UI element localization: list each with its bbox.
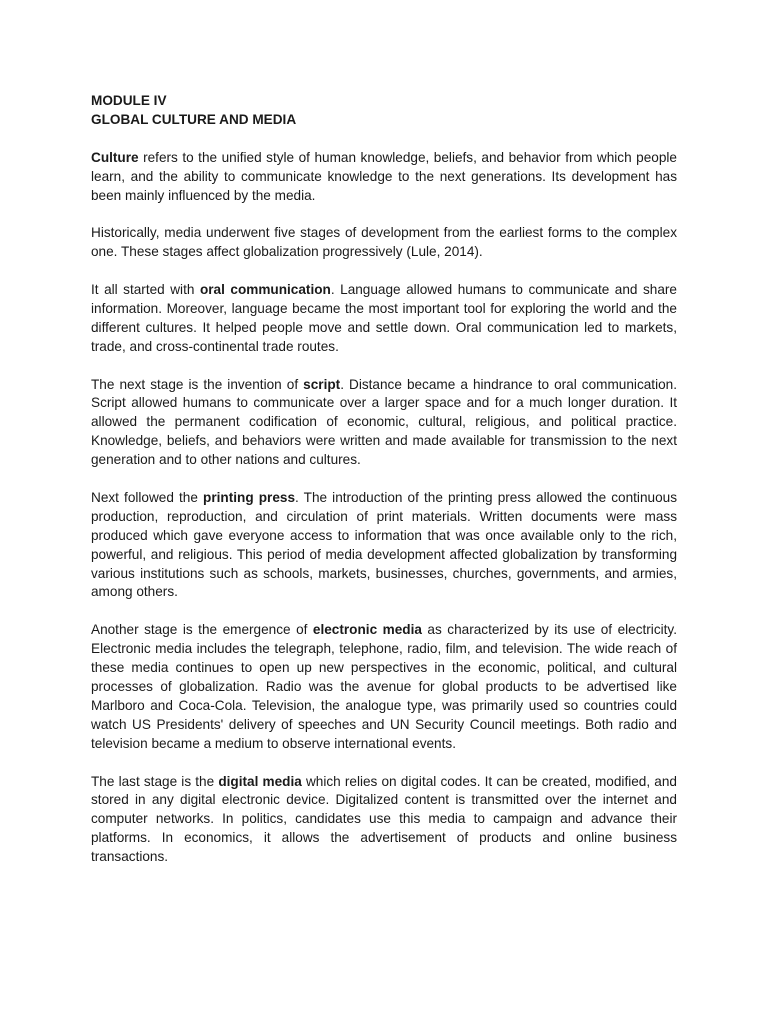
paragraph-text: . Distance became a hindrance to oral communication. Script allowed humans to communicate over a larger space and for a much longer duration. It allowed the permanent codification of economic, cultural, religious, and political practice. Knowledge, beliefs, and behaviors were written and made available for transmission to the next generation and to other nations and cultures. [91, 376, 677, 468]
paragraph-text: . Language allowed humans to communicate and share information. Moreover, language became the most important tool for exploring the world and the different cultures. It helped people move and settle down. Oral communication led to markets, trade, and cross-continental trade routes. [91, 282, 677, 354]
module-heading [91, 92, 677, 130]
paragraph-text: refers to the unified style of human knowledge, beliefs, and behavior from which people learn, and the ability to communicate knowledge to the next generations. Its development has been mainly influenced by the media. [91, 149, 677, 203]
term-culture: Culture [91, 149, 139, 165]
document-page [91, 92, 677, 886]
paragraph-text: which relies on digital codes. It can be created, modified, and stored in any digital electronic device. Digitalized content is transmitted over the internet and computer networks. In politics, candidates use this media to campaign and advance their platforms. In economics, it allows the advertisement of products and online business transactions. [91, 773, 677, 865]
module-title: GLOBAL CULTURE AND MEDIA [91, 111, 297, 127]
term-script: script [303, 376, 341, 392]
term-electronic-media: electronic media [312, 622, 422, 638]
paragraph-text: . The introduction of the printing press allowed the continuous production, reproduction, and circulation of print materials. Written documents were mass produced which gave everyone access to information that was once available only to the rich, powerful, and religious. This period of media development affected globalization by transforming various institutions such as schools, markets, businesses, churches, governments, and armies, among others. [91, 489, 677, 600]
paragraph-digital-media [91, 773, 677, 868]
paragraph-text: It all started with [91, 282, 200, 298]
paragraph-text: Another stage is the emergence of [91, 622, 313, 638]
paragraph-text: as characterized by its use of electricity. Electronic media includes the telegraph, telephone, radio, film, and television. The wide reach of these media continues to open up new perspectives in the economic, political, and cultural processes of globalization. Radio was the avenue for global products to be advertised like Marlboro and Coca-Cola. Television, the analogue type, was primarily used so countries could watch US Presidents' delivery of speeches and UN Security Council meetings. Both radio and television became a medium to observe international events. [91, 622, 677, 751]
module-number: MODULE IV [91, 93, 167, 108]
paragraph-text: The next stage is the invention of [91, 376, 304, 392]
paragraph-script [91, 376, 677, 471]
paragraph-electronic-media [91, 621, 677, 753]
paragraph-printing-press [91, 489, 677, 602]
paragraph-oral-communication [91, 281, 677, 357]
term-oral-communication: oral communication [199, 282, 331, 298]
paragraph-history [91, 224, 677, 262]
term-digital-media: digital media [218, 773, 302, 789]
paragraph-text: Next followed the [91, 489, 204, 505]
paragraph-text: The last stage is the [91, 773, 219, 789]
term-printing-press: printing press [203, 489, 296, 505]
paragraph-culture [91, 149, 677, 206]
paragraph-text: Historically, media underwent five stages of development from the earliest forms to the complex one. These stages affect globalization progressively (Lule, 2014). [91, 225, 677, 260]
